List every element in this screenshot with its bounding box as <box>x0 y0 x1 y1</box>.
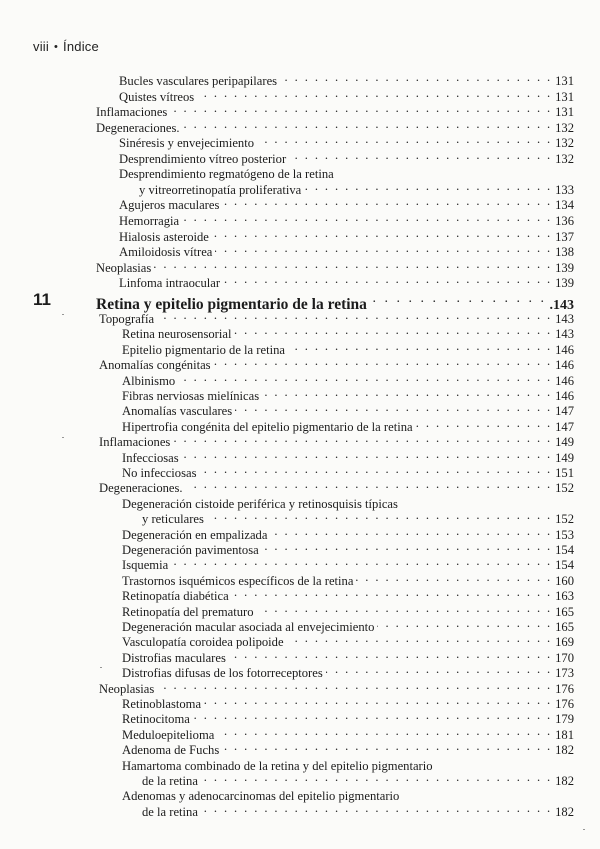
toc-entry-label: Trastornos isquémicos específicos de la retina <box>122 573 354 588</box>
toc-entry-label: Neoplasias <box>99 681 155 696</box>
toc-entry-page: 133 <box>555 182 574 197</box>
toc-entry-label: Hialosis asteroide <box>119 229 209 244</box>
toc-entry-page: 131 <box>555 89 574 104</box>
toc-entry-label: Agujeros maculares <box>119 198 220 213</box>
dot-leader <box>193 708 552 723</box>
toc-entry <box>122 724 574 742</box>
dot-leader <box>280 70 552 85</box>
toc-entry-label: Neoplasias <box>96 260 152 275</box>
chapter-number: 11 <box>33 290 51 309</box>
toc-entry-label: Epitelio pigmentario de la retina <box>122 342 285 357</box>
toc-entry-label: y reticulares <box>142 512 204 527</box>
toc-entry-page: 146 <box>555 389 574 403</box>
dot-leader <box>370 291 547 309</box>
toc-entry-page: 131 <box>555 105 574 120</box>
toc-entry <box>122 631 574 650</box>
toc-entry <box>119 194 574 213</box>
dot-leader <box>178 370 552 385</box>
toc-entry-label: Retinoblastoma <box>122 697 202 711</box>
toc-entry-page: 146 <box>555 373 574 388</box>
toc-entry <box>99 477 574 496</box>
toc-entry-label: Desprendimiento regmatógeno de la retina <box>119 167 334 182</box>
toc-entry-label: Bucles vasculares peripapilares <box>119 74 278 88</box>
dot-leader <box>223 272 552 287</box>
toc-entry <box>119 241 574 260</box>
dot-leader <box>170 101 552 116</box>
toc-entry-page: 147 <box>555 419 574 434</box>
toc-entry <box>96 117 574 135</box>
toc-entry-page: 143 <box>555 312 574 326</box>
toc-entry <box>122 708 574 727</box>
toc-entry-label: Hamartoma combinado de la retina y del epitelio pigmentario <box>122 758 433 773</box>
chapter-page-number: .143 <box>549 298 574 313</box>
toc-entry-label: Degeneración pavimentosa <box>122 543 259 557</box>
toc-entry-page: 181 <box>555 727 574 742</box>
toc-entry <box>122 370 574 388</box>
toc-entry-page: 149 <box>555 450 574 465</box>
print-speck <box>62 437 64 438</box>
toc-entry-label: Distrofias difusas de los fotorreceptores <box>122 666 323 681</box>
toc-entry-page: 146 <box>555 342 574 357</box>
section-title: Índice <box>63 39 99 54</box>
toc-entry-label: Degeneración macular asociada al envejecimiento <box>122 620 375 634</box>
dot-leader <box>288 339 552 354</box>
toc-entry-page: 132 <box>555 151 574 166</box>
dot-leader <box>289 148 552 163</box>
dot-leader <box>356 570 552 585</box>
toc-entry-page: 132 <box>555 136 574 151</box>
toc-entry <box>96 101 574 120</box>
toc-entry <box>122 524 574 542</box>
toc-entry-page: 154 <box>555 543 574 557</box>
toc-entry-page: 163 <box>555 589 574 604</box>
toc-entry-label: de la retina <box>142 774 198 788</box>
toc-entry-page: 149 <box>555 435 574 450</box>
toc-entry-label: Anomalías congénitas <box>99 358 211 373</box>
toc-entry <box>122 447 574 465</box>
toc-entry <box>119 70 574 88</box>
dot-leader <box>204 693 552 708</box>
dot-leader <box>257 601 553 616</box>
toc-entry-label: Amiloidosis vítrea <box>119 245 213 260</box>
dot-leader <box>173 431 552 446</box>
dot-leader <box>416 416 553 431</box>
toc-entry-page: 176 <box>555 697 574 711</box>
toc-entry-label: Quistes vítreos <box>119 89 195 104</box>
dot-leader <box>287 631 553 646</box>
toc-entry-page: 151 <box>555 466 574 480</box>
toc-entry-page: 138 <box>555 245 574 260</box>
toc-entry-label: Retina neurosensorial <box>122 327 232 342</box>
toc-entry <box>122 739 574 758</box>
toc-entry-page: 160 <box>555 573 574 588</box>
dot-leader <box>262 539 552 554</box>
toc-entry <box>122 539 574 557</box>
toc-entry-page: 169 <box>555 635 574 650</box>
toc-entry-page: 143 <box>555 327 574 342</box>
toc-entry <box>122 693 574 711</box>
toc-entry <box>119 163 574 182</box>
toc-entry-label: Meduloepitelioma <box>122 727 215 742</box>
toc-entry <box>122 570 574 588</box>
toc-entry-label: Retinopatía del prematuro <box>122 604 254 619</box>
toc-entry-label: Albinismo <box>122 373 176 388</box>
dot-leader <box>222 739 552 754</box>
toc-entry <box>122 616 574 634</box>
toc-entry <box>122 323 574 342</box>
toc-entry <box>99 354 574 373</box>
toc-entry <box>119 132 574 151</box>
toc-entry-label: de la retina <box>142 804 198 819</box>
toc-entry-page: 136 <box>555 213 574 228</box>
toc-entry <box>119 226 574 244</box>
toc-entry-label: Infecciosas <box>122 450 179 465</box>
dot-leader <box>201 770 552 785</box>
toc-entry <box>122 493 574 511</box>
toc-entry-page: 182 <box>555 804 574 819</box>
toc-entry <box>122 462 574 480</box>
toc-entry-label: Degeneración en empalizada <box>122 527 268 542</box>
dot-leader <box>183 117 553 132</box>
toc-entry <box>122 662 574 681</box>
dot-leader <box>182 447 552 462</box>
toc-entry-label: Isquemia <box>122 558 169 573</box>
toc-entry-page: 137 <box>555 229 574 244</box>
toc-entry <box>142 508 574 527</box>
running-header <box>33 39 99 54</box>
dot-leader <box>171 554 552 569</box>
toc-entry-page: 182 <box>555 743 574 758</box>
toc-entry-page: 182 <box>555 774 574 788</box>
toc-entry <box>119 86 574 104</box>
dot-leader <box>207 508 552 523</box>
toc-entry-label: Distrofias maculares <box>122 650 226 665</box>
dot-leader <box>257 132 552 147</box>
toc-entry-label: Inflamaciones <box>96 105 168 120</box>
dot-leader <box>217 724 552 739</box>
toc-entry <box>142 801 574 819</box>
toc-entry <box>99 308 574 326</box>
dot-leader <box>182 210 552 225</box>
toc-entry <box>99 431 574 450</box>
toc-entry <box>119 148 574 166</box>
toc-entry-label: Retinocitoma <box>122 712 190 727</box>
toc-entry-page: 165 <box>555 620 574 634</box>
toc-entry <box>139 179 574 197</box>
dot-leader <box>326 662 552 677</box>
toc-entry-page: 173 <box>555 666 574 681</box>
toc-entry-page: 179 <box>555 712 574 727</box>
toc-entry-label: Degeneraciones. <box>99 481 183 496</box>
toc-entry <box>122 647 574 665</box>
dot-leader <box>212 226 552 241</box>
toc-entry-label: Adenoma de Fuchs <box>122 743 220 758</box>
dot-leader <box>200 462 553 477</box>
toc-entry-page: 152 <box>555 512 574 527</box>
toc-entry <box>122 400 574 419</box>
dot-leader <box>235 400 552 415</box>
toc-entry-label: Desprendimiento vítreo posterior <box>119 151 287 166</box>
print-speck <box>62 314 64 315</box>
dot-leader <box>262 385 552 400</box>
dot-leader <box>222 194 552 209</box>
dot-leader <box>377 616 552 631</box>
chapter-title: Retina y epitelio pigmentario de la retina <box>96 296 367 313</box>
toc-entry-page: 146 <box>555 358 574 373</box>
toc-entry <box>96 257 574 275</box>
dot-leader <box>201 801 552 816</box>
toc-entry <box>119 210 574 228</box>
toc-entry-page: 147 <box>555 404 574 419</box>
toc-entry-page: 139 <box>555 276 574 291</box>
toc-entry-label: Inflamaciones <box>99 435 171 450</box>
toc-entry-label: Sinéresis y envejecimiento <box>119 136 254 151</box>
dot-leader <box>197 86 552 101</box>
toc-entry <box>99 678 574 696</box>
toc-entry-page: 165 <box>555 604 574 619</box>
dot-leader <box>186 477 553 492</box>
dot-leader <box>154 257 552 272</box>
toc-entry <box>122 554 574 573</box>
toc-entry-label: Linfoma intraocular <box>119 276 221 291</box>
page-number-roman: viii <box>33 39 49 54</box>
dot-leader <box>229 647 552 662</box>
toc-entry-label: Anomalías vasculares <box>122 404 233 419</box>
dot-leader <box>215 241 552 256</box>
dot-leader <box>157 678 552 693</box>
toc-entry-page: 170 <box>555 650 574 665</box>
toc-entry <box>119 272 574 291</box>
dot-leader <box>304 179 552 194</box>
bullet-separator: • <box>53 41 59 53</box>
dot-leader <box>232 585 552 600</box>
toc-entry <box>122 585 574 604</box>
toc-entry-page: 154 <box>555 558 574 573</box>
toc-entry <box>142 770 574 788</box>
toc-entry <box>122 785 574 804</box>
toc-entry-page: 153 <box>555 527 574 542</box>
toc-entry-label: Hipertrofia congénita del epitelio pigmentario de la retina <box>122 419 413 434</box>
toc-entry-label: y vitreorretinopatía proliferativa <box>139 182 302 197</box>
toc-entry-label: Retinopatía diabética <box>122 589 229 604</box>
toc-entry <box>122 339 574 357</box>
toc-entry-page: 131 <box>555 74 574 88</box>
toc-entry-page: 132 <box>555 120 574 135</box>
toc-entry-label: Degeneraciones. <box>96 120 180 135</box>
toc-entry-label: Topografía <box>99 312 155 326</box>
toc-entry-page: 176 <box>555 681 574 696</box>
toc-entry-page: 134 <box>555 198 574 213</box>
toc-entry-label: Adenomas y adenocarcinomas del epitelio pigmentario <box>122 789 400 804</box>
dot-leader <box>270 524 552 539</box>
toc-entry-page: 152 <box>555 481 574 496</box>
toc-entry-label: Vasculopatía coroidea polipoide <box>122 635 284 650</box>
toc-entry <box>122 416 574 434</box>
toc-entry-page: 139 <box>555 260 574 275</box>
dot-leader <box>157 308 552 323</box>
print-speck <box>100 667 102 668</box>
toc-entry <box>122 385 574 403</box>
toc-entry-label: No infecciosas <box>122 466 197 480</box>
toc-entry-label: Fibras nerviosas mielínicas <box>122 389 260 403</box>
toc-entry <box>122 755 574 773</box>
print-speck <box>583 829 585 830</box>
dot-leader <box>214 354 553 369</box>
toc-entry-label: Hemorragia <box>119 213 180 228</box>
toc-entry-label: Degeneración cistoide periférica y retinosquisis típicas <box>122 496 398 511</box>
toc-entry <box>122 601 574 619</box>
dot-leader <box>234 323 552 338</box>
